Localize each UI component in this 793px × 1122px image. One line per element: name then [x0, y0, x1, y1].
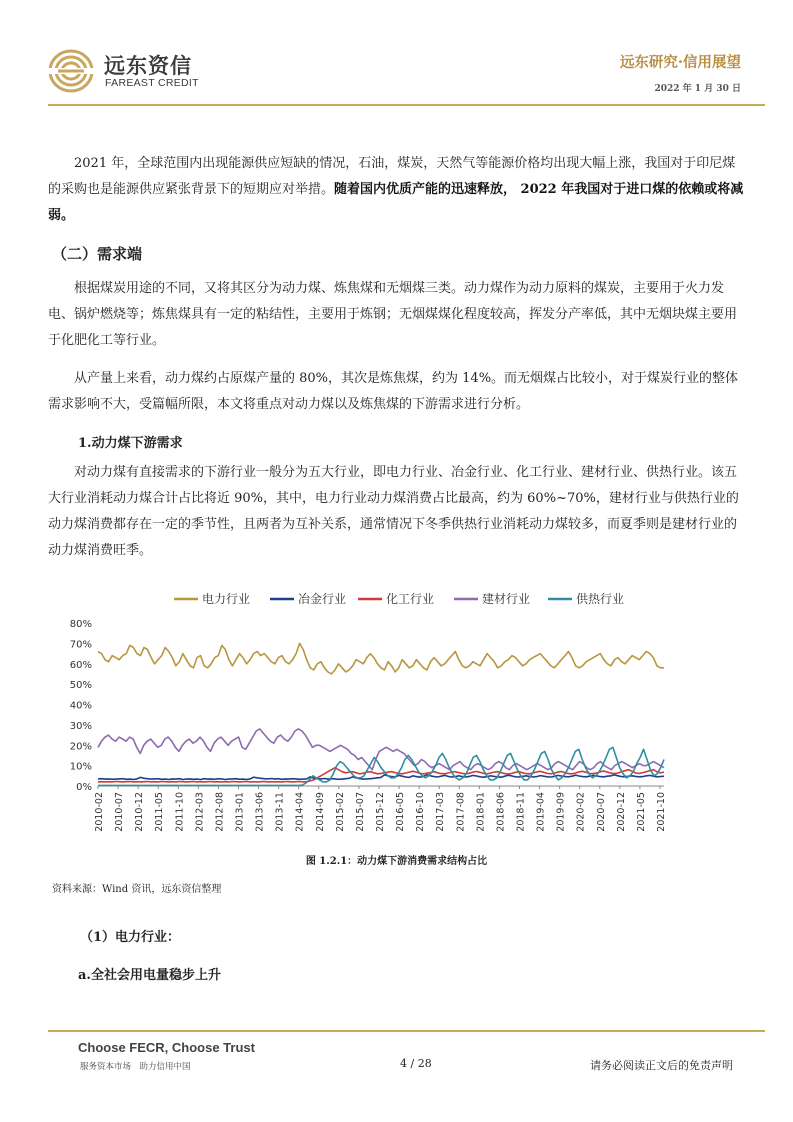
x-tick-label: 2020-07: [595, 792, 607, 832]
y-tick-label: 70%: [69, 639, 92, 651]
x-tick-label: 2020-12: [615, 792, 627, 832]
y-tick-label: 60%: [69, 659, 92, 671]
series-line: [98, 775, 664, 780]
x-tick-label: 2021-10: [655, 792, 667, 832]
x-tick-label: 2010-07: [114, 792, 126, 832]
paragraph-downstream-industries: 对动力煤有直接需求的下游行业一般分为五大行业，即电力行业、冶金行业、化工行业、建材行业、供热行业。该五大行业消耗动力煤合计占比将近 90%，其中，电力行业动力煤消费占比最高，约为 60%~70%，建材行业与供热行业的动力煤消费都存在一定的季节性，且两者为互补关系，通常情况下冬季供热行业消耗动力煤较多，而夏季则是建材行业的动力煤消费旺季。: [48, 465, 739, 558]
footer-divider: [48, 1030, 765, 1032]
footer-subslogan: 服务资本市场 助力信用中国: [80, 1062, 191, 1072]
footer-disclaimer: 请务必阅读正文后的免责声明: [590, 1059, 733, 1072]
x-tick-label: 2019-09: [555, 792, 567, 832]
x-tick-label: 2018-06: [495, 792, 507, 832]
series-line: [98, 643, 664, 674]
paragraph-import-coal: [48, 151, 744, 229]
x-tick-label: 2014-09: [314, 792, 326, 832]
y-tick-label: 50%: [69, 680, 92, 692]
paragraph-production-share: 从产量上来看，动力煤约占原煤产量的 80%，其次是炼焦煤，约为 14%。而无烟煤占比较小，对于煤炭行业的整体需求影响不大，受篇幅所限，本文将重点对动力煤以及炼焦煤的下游需求进行分析。: [48, 371, 739, 412]
x-tick-label: 2013-06: [254, 792, 266, 832]
y-tick-label: 80%: [69, 619, 92, 630]
y-tick-label: 30%: [69, 720, 92, 732]
report-series: 远东研究·信用展望: [619, 54, 741, 71]
x-tick-label: 2016-10: [415, 792, 427, 832]
legend-label: 化工行业: [386, 592, 435, 606]
x-tick-label: 2012-08: [214, 792, 226, 832]
subsection-title-thermal-coal: 1.动力煤下游需求: [78, 436, 183, 451]
x-tick-label: 2010-12: [134, 792, 146, 832]
footer-slogan: Choose FECR, Choose Trust: [78, 1040, 255, 1055]
company-name-cn: 远东资信: [104, 54, 192, 78]
figure-caption: 图 1.2.1：动力煤下游消费需求结构占比: [305, 856, 488, 867]
x-tick-label: 2015-12: [374, 792, 386, 832]
x-tick-label: 2011-10: [174, 792, 186, 832]
x-tick-label: 2020-02: [575, 792, 587, 832]
subsection-title-power: （1）电力行业：: [80, 930, 181, 945]
subsection-title-electricity: a.全社会用电量稳步上升: [78, 968, 221, 983]
figure-source: 资料来源：Wind 资讯，远东资信整理: [52, 884, 222, 895]
thermal-coal-demand-chart: [48, 585, 744, 847]
x-tick-label: 2014-04: [294, 792, 306, 832]
x-tick-label: 2017-03: [435, 792, 447, 832]
paragraph-coal-types: 根据煤炭用途的不同，又将其区分为动力煤、炼焦煤和无烟煤三类。动力煤作为动力原料的煤炭，主要用于火力发电、锅炉燃烧等；炼焦煤具有一定的粘结性，主要用于炼钢；无烟煤煤化程度较高，挥发分产率低，其中无烟块煤主要用于化肥化工等行业。: [48, 281, 738, 348]
x-tick-label: 2019-04: [535, 792, 547, 832]
x-tick-label: 2013-01: [234, 792, 246, 832]
legend-label: 电力行业: [202, 592, 251, 606]
x-tick-label: 2018-11: [515, 792, 527, 832]
x-tick-label: 2015-07: [354, 792, 366, 832]
fareast-credit-logo: [48, 48, 94, 94]
paragraph-text: 2021 年，全球范围内出现能源供应短缺的情况，石油，煤炭，天然气等能源价格均出现大幅上涨，我国对于印尼煤的采购也是能源供应紧张背景下的短期应对举措。: [48, 156, 736, 197]
x-tick-label: 2018-01: [475, 792, 487, 832]
x-tick-label: 2013-11: [274, 792, 286, 832]
legend-label: 供热行业: [576, 592, 625, 606]
y-tick-label: 40%: [69, 700, 92, 712]
legend-label: 建材行业: [482, 592, 531, 606]
x-tick-label: 2015-02: [334, 792, 346, 832]
legend-label: 冶金行业: [298, 592, 347, 606]
y-tick-label: 10%: [69, 761, 92, 773]
x-tick-label: 2011-05: [154, 792, 166, 832]
section-title-demand: （二）需求端: [52, 245, 143, 263]
y-tick-label: 20%: [69, 741, 92, 753]
header-divider: [48, 104, 765, 106]
page-number: 4 / 28: [400, 1057, 432, 1070]
report-date: 2022 年 1 月 30 日: [654, 84, 741, 94]
x-tick-label: 2010-02: [94, 792, 105, 832]
paragraph-bold-text: 随着国内优质产能的迅速释放， 2022 年我国对于进口煤的依赖或将减弱。: [48, 182, 744, 223]
x-tick-label: 2012-03: [194, 792, 206, 832]
x-tick-label: 2017-08: [455, 792, 467, 832]
company-name-en: FAREAST CREDIT: [105, 77, 199, 89]
x-tick-label: 2021-05: [635, 792, 647, 832]
x-tick-label: 2016-05: [395, 792, 407, 832]
y-tick-label: 0%: [76, 782, 92, 793]
